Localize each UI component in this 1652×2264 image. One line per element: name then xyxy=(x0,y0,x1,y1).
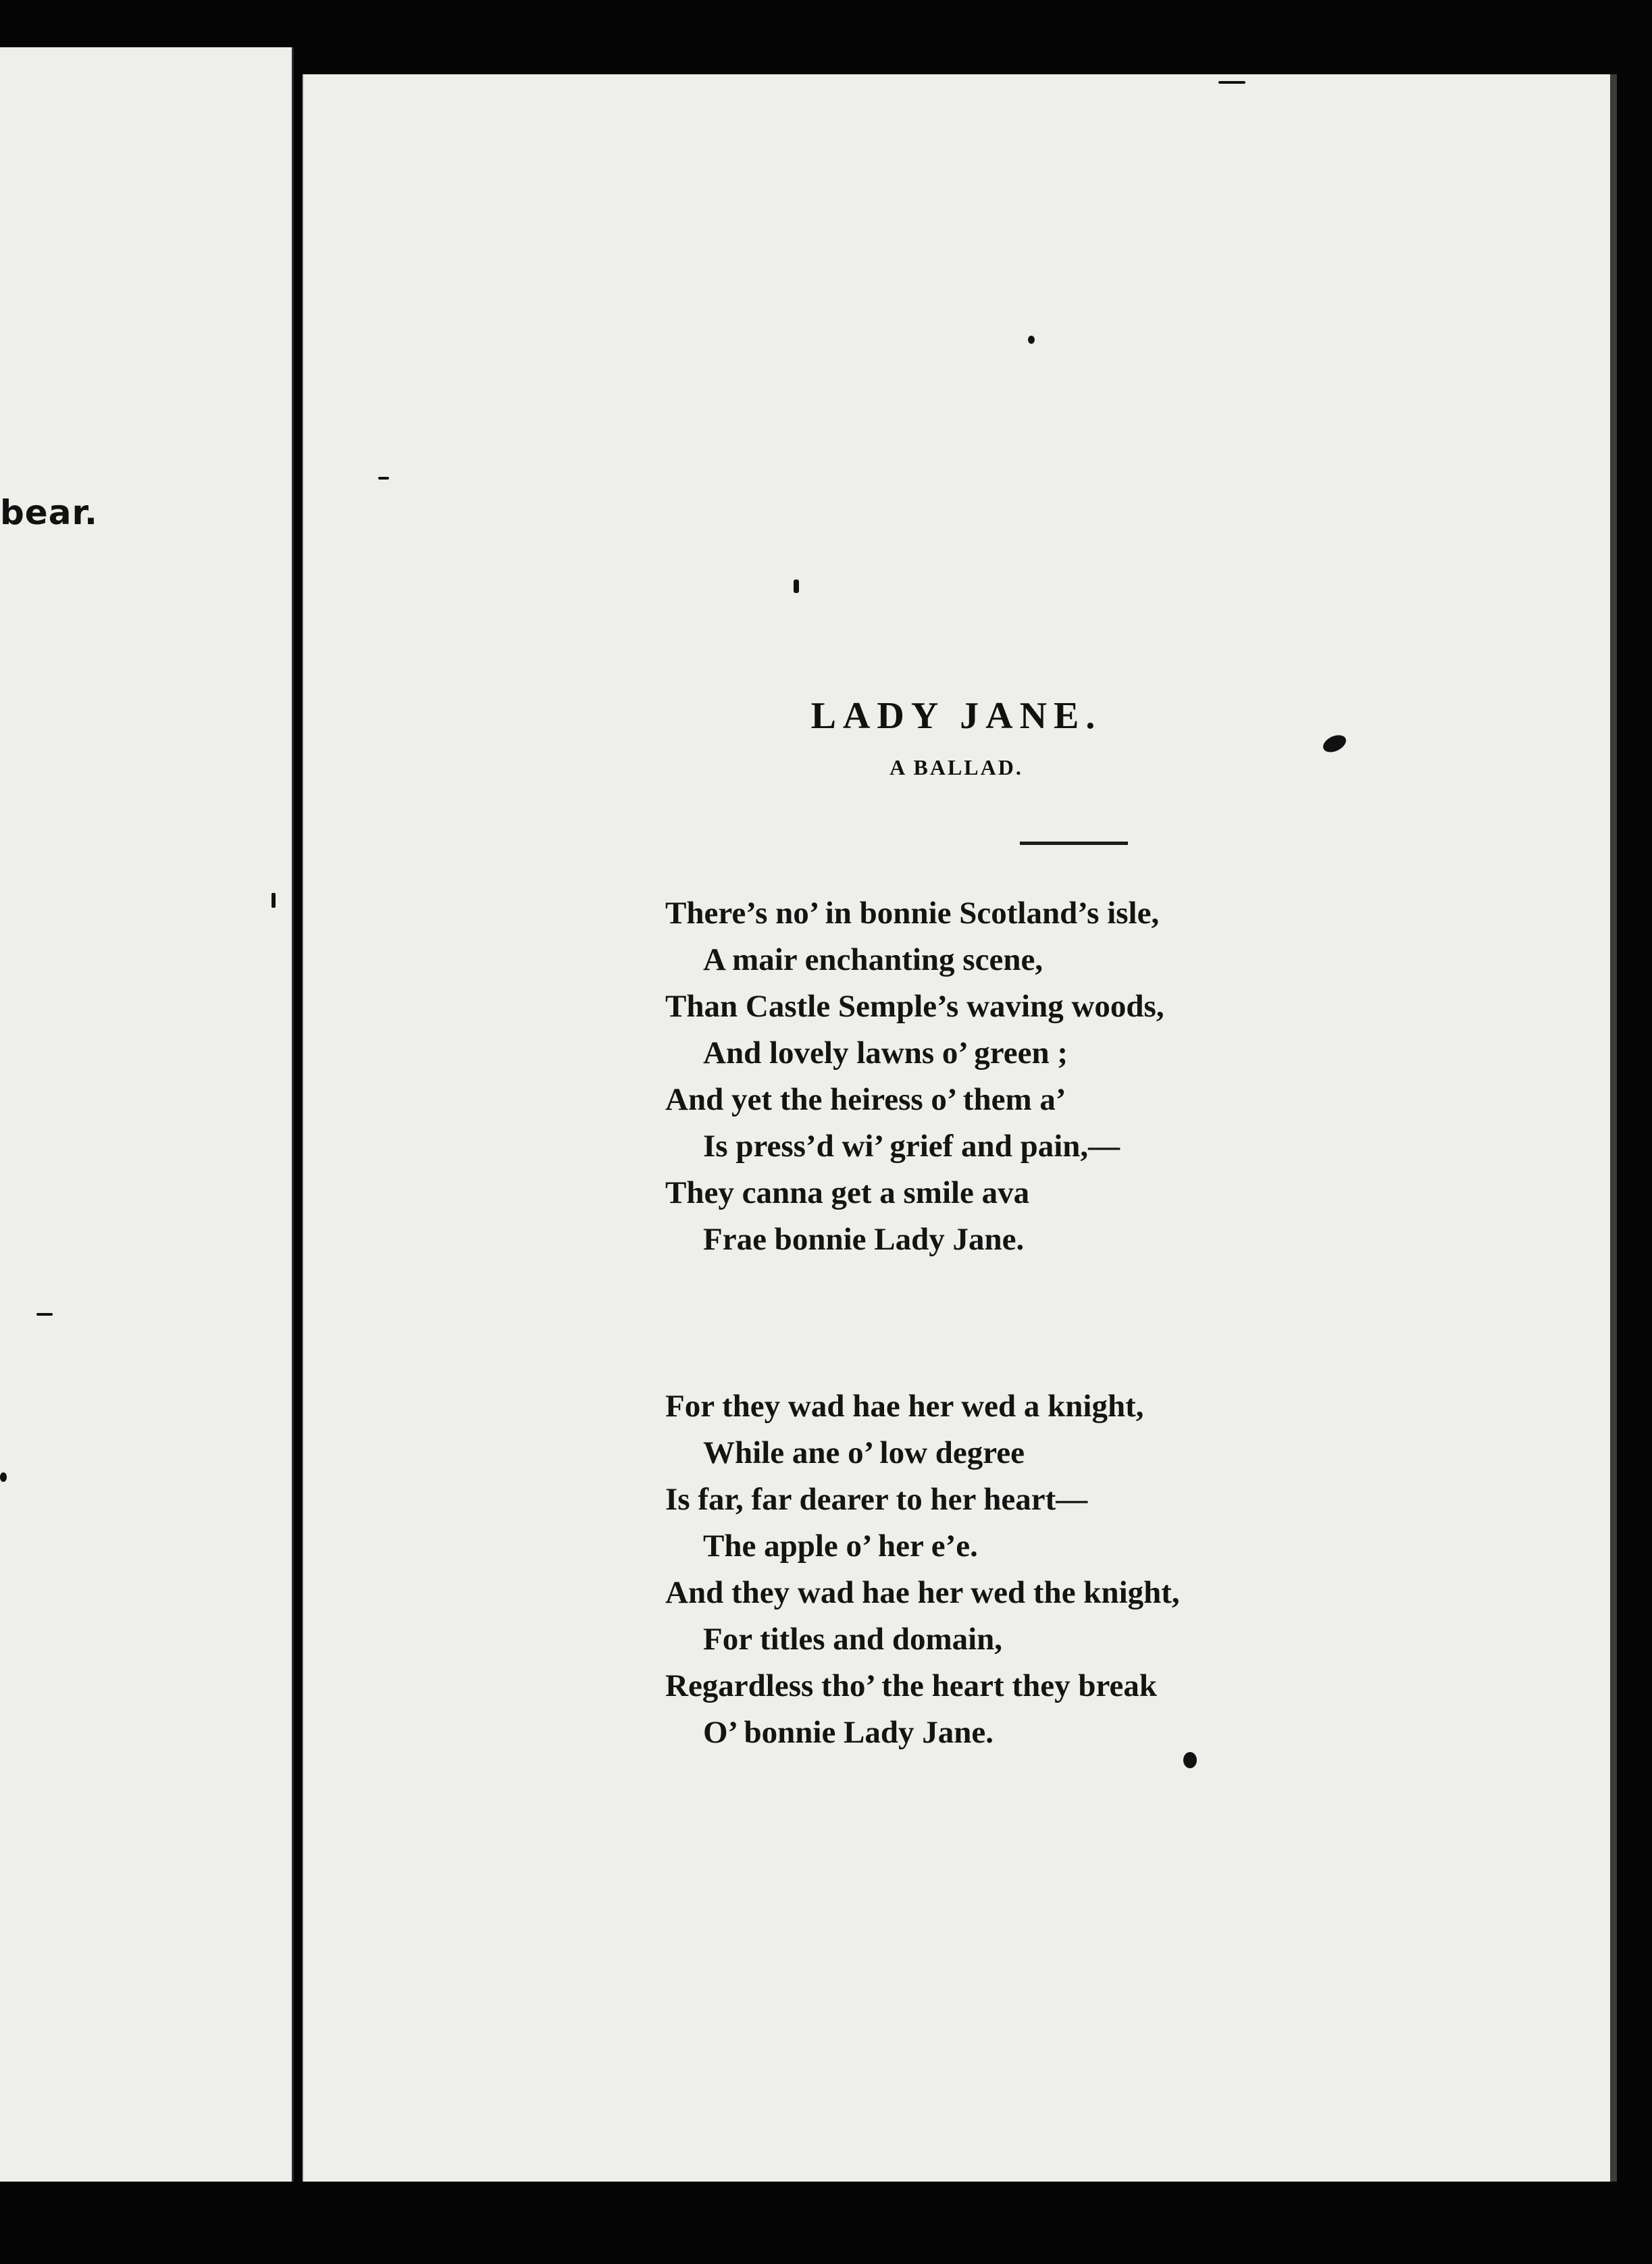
verse-line: The apple o’ her e’e. xyxy=(703,1528,978,1564)
ink-speck xyxy=(1218,81,1245,84)
verse-line: Is press’d wi’ grief and pain,— xyxy=(703,1129,1120,1164)
verse-line: A mair enchanting scene, xyxy=(703,942,1043,977)
verse-line: And yet the heiress o’ them a’ xyxy=(665,1082,1066,1117)
verse-line: While ane o’ low degree xyxy=(703,1435,1025,1470)
poem-title: LADY JANE. xyxy=(810,694,1102,737)
verse-line: Frae bonnie Lady Jane. xyxy=(703,1222,1025,1257)
ink-speck xyxy=(36,1313,53,1316)
ink-speck xyxy=(1183,1752,1197,1768)
verse-line: Than Castle Semple’s waving woods, xyxy=(665,989,1164,1024)
verse-line: There’s no’ in bonnie Scotland’s isle, xyxy=(665,896,1160,931)
verse-line: And lovely lawns o’ green ; xyxy=(703,1035,1068,1071)
verse-line: Regardless tho’ the heart they break xyxy=(665,1668,1157,1703)
poem-subtitle: A BALLAD. xyxy=(889,755,1023,779)
ink-speck xyxy=(272,893,276,908)
title-divider xyxy=(1020,842,1128,845)
verse-line: For titles and domain, xyxy=(703,1622,1003,1657)
verse-line: For they wad hae her wed a knight, xyxy=(665,1389,1144,1424)
stanza-1 xyxy=(665,890,1164,1263)
ink-speck xyxy=(1028,336,1035,344)
verse-line: O’ bonnie Lady Jane. xyxy=(703,1715,994,1750)
ink-speck xyxy=(794,580,799,593)
ink-speck xyxy=(0,1472,7,1482)
left-page xyxy=(0,47,294,2182)
verse-line: And they wad hae her wed the knight, xyxy=(665,1575,1180,1610)
ink-speck xyxy=(378,477,389,480)
stanza-2 xyxy=(665,1383,1180,1756)
verse-line: They canna get a smile ava xyxy=(665,1175,1030,1210)
verse-line: Is far, far dearer to her heart— xyxy=(665,1482,1088,1517)
left-page-text-fragment: bear. xyxy=(0,493,98,532)
page-edge xyxy=(1610,74,1617,2182)
